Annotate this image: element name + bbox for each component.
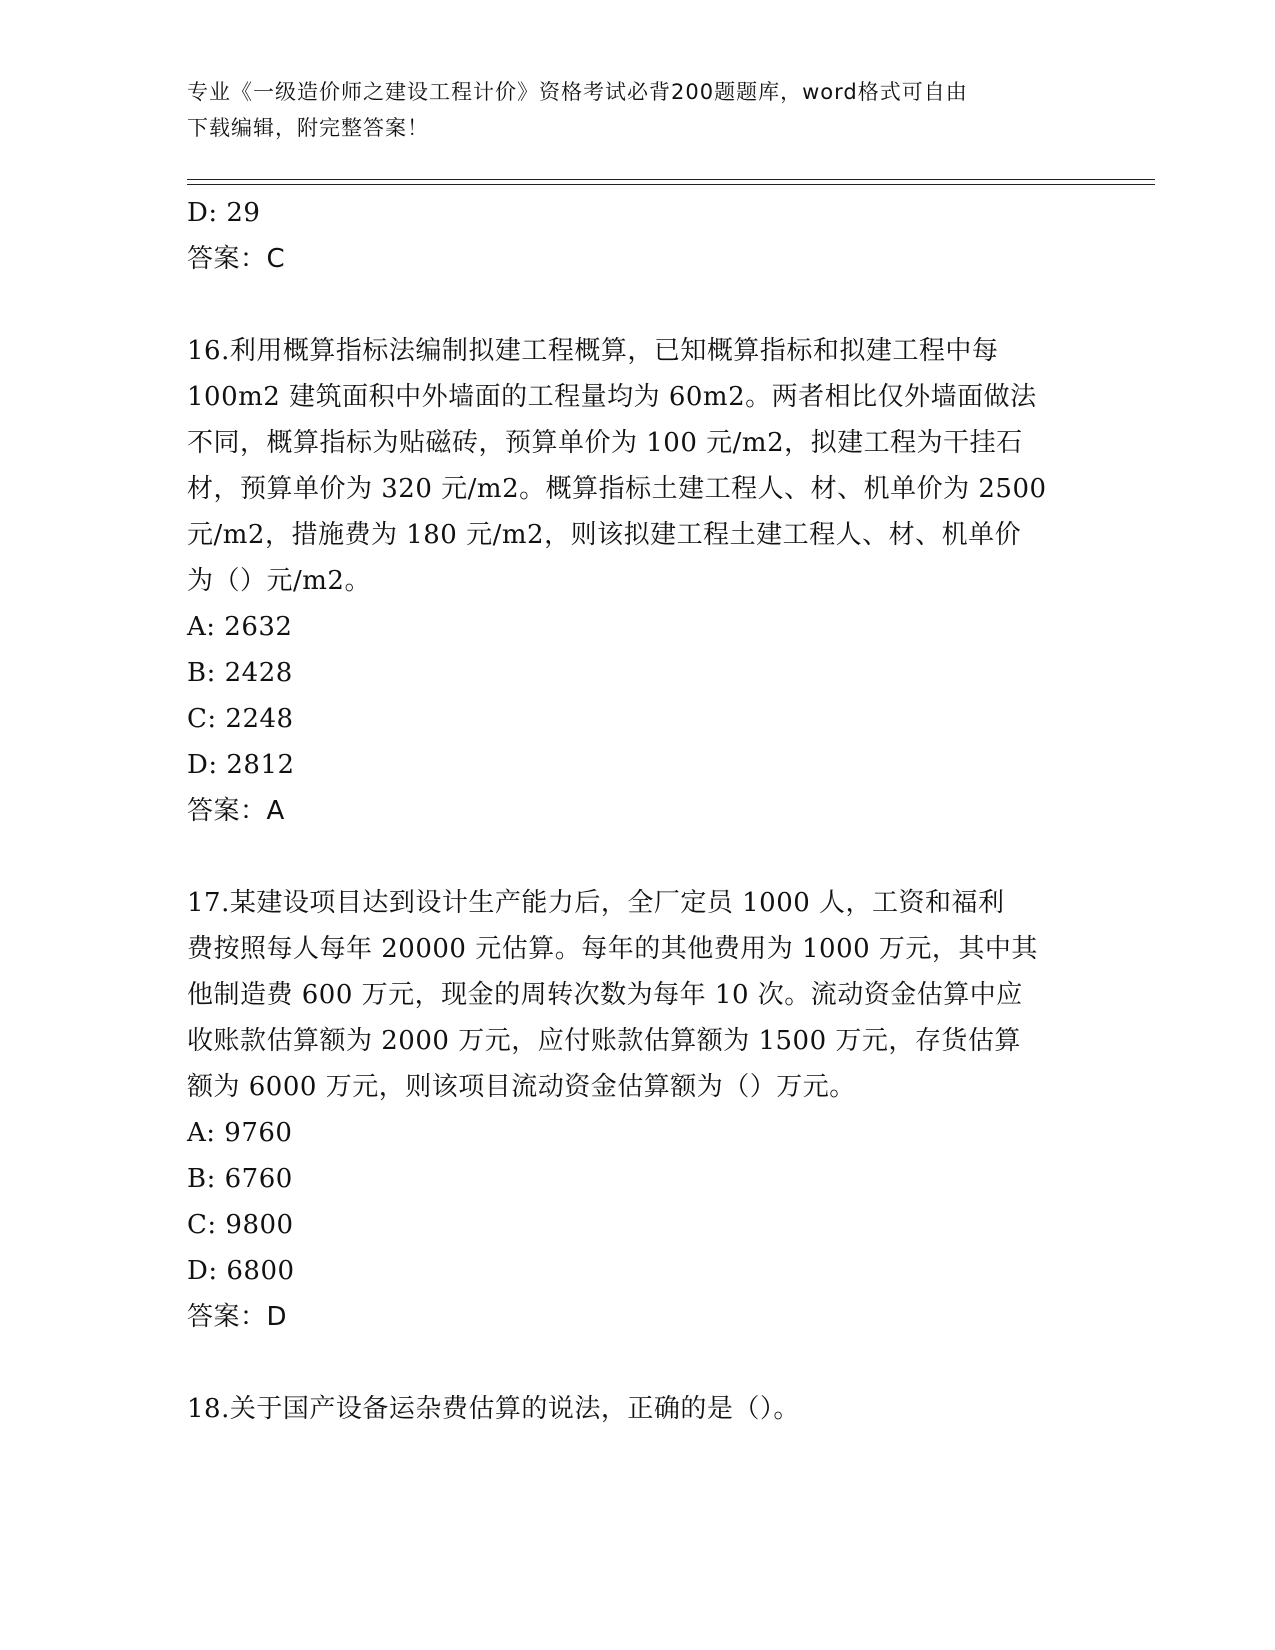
spacer bbox=[187, 282, 1087, 328]
question-line: 收账款估算额为 2000 万元，应付账款估算额为 1500 万元，存货估算 bbox=[187, 1026, 1021, 1056]
question-line: 为（）元/m2。 bbox=[187, 566, 371, 596]
option-d: D: 29 bbox=[187, 198, 261, 228]
question-18 bbox=[187, 1386, 1087, 1432]
option-d: D: 2812 bbox=[187, 750, 295, 780]
option-c: C: 2248 bbox=[187, 704, 294, 734]
question-line: 费按照每人每年 20000 元估算。每年的其他费用为 1000 万元，其中其 bbox=[187, 934, 1038, 964]
option-b: B: 6760 bbox=[187, 1164, 293, 1194]
question-line: 不同，概算指标为贴磁砖，预算单价为 100 元/m2，拟建工程为干挂石 bbox=[187, 428, 1023, 458]
question-16 bbox=[187, 328, 1087, 834]
option-d: D: 6800 bbox=[187, 1256, 295, 1286]
question-18-text bbox=[187, 1386, 1087, 1432]
header-line-1: 专业《一级造价师之建设工程计价》资格考试必背200题题库，word格式可自由 bbox=[187, 80, 968, 104]
question-line: 额为 6000 万元，则该项目流动资金估算额为（）万元。 bbox=[187, 1072, 856, 1102]
question-15-tail bbox=[187, 190, 1087, 282]
question-17 bbox=[187, 880, 1087, 1340]
spacer bbox=[187, 834, 1087, 880]
question-line: 100m2 建筑面积中外墙面的工程量均为 60m2。两者相比仅外墙面做法 bbox=[187, 382, 1037, 412]
option-a: A: 9760 bbox=[187, 1118, 293, 1148]
answer-label: 答案：C bbox=[187, 244, 286, 274]
answer-label: 答案：A bbox=[187, 796, 285, 826]
option-b: B: 2428 bbox=[187, 658, 293, 688]
option-a: A: 2632 bbox=[187, 612, 293, 642]
header-divider-top bbox=[187, 179, 1155, 180]
question-17-text bbox=[187, 880, 1087, 1110]
header-line-2: 下载编辑，附完整答案！ bbox=[187, 116, 429, 140]
question-line: 18.关于国产设备运杂费估算的说法，正确的是（）。 bbox=[187, 1394, 800, 1424]
document-header bbox=[187, 74, 1087, 146]
question-line: 16.利用概算指标法编制拟建工程概算，已知概算指标和拟建工程中每 bbox=[187, 336, 999, 366]
answer-label: 答案：D bbox=[187, 1302, 288, 1332]
option-c: C: 9800 bbox=[187, 1210, 294, 1240]
question-content bbox=[187, 190, 1087, 1432]
question-16-text bbox=[187, 328, 1087, 604]
spacer bbox=[187, 1340, 1087, 1386]
question-line: 他制造费 600 万元，现金的周转次数为每年 10 次。流动资金估算中应 bbox=[187, 980, 1023, 1010]
question-line: 元/m2，措施费为 180 元/m2，则该拟建工程土建工程人、材、机单价 bbox=[187, 520, 1022, 550]
question-line: 17.某建设项目达到设计生产能力后，全厂定员 1000 人，工资和福利 bbox=[187, 888, 1005, 918]
header-divider-bottom bbox=[187, 184, 1155, 185]
question-line: 材，预算单价为 320 元/m2。概算指标土建工程人、材、机单价为 2500 bbox=[187, 474, 1047, 504]
